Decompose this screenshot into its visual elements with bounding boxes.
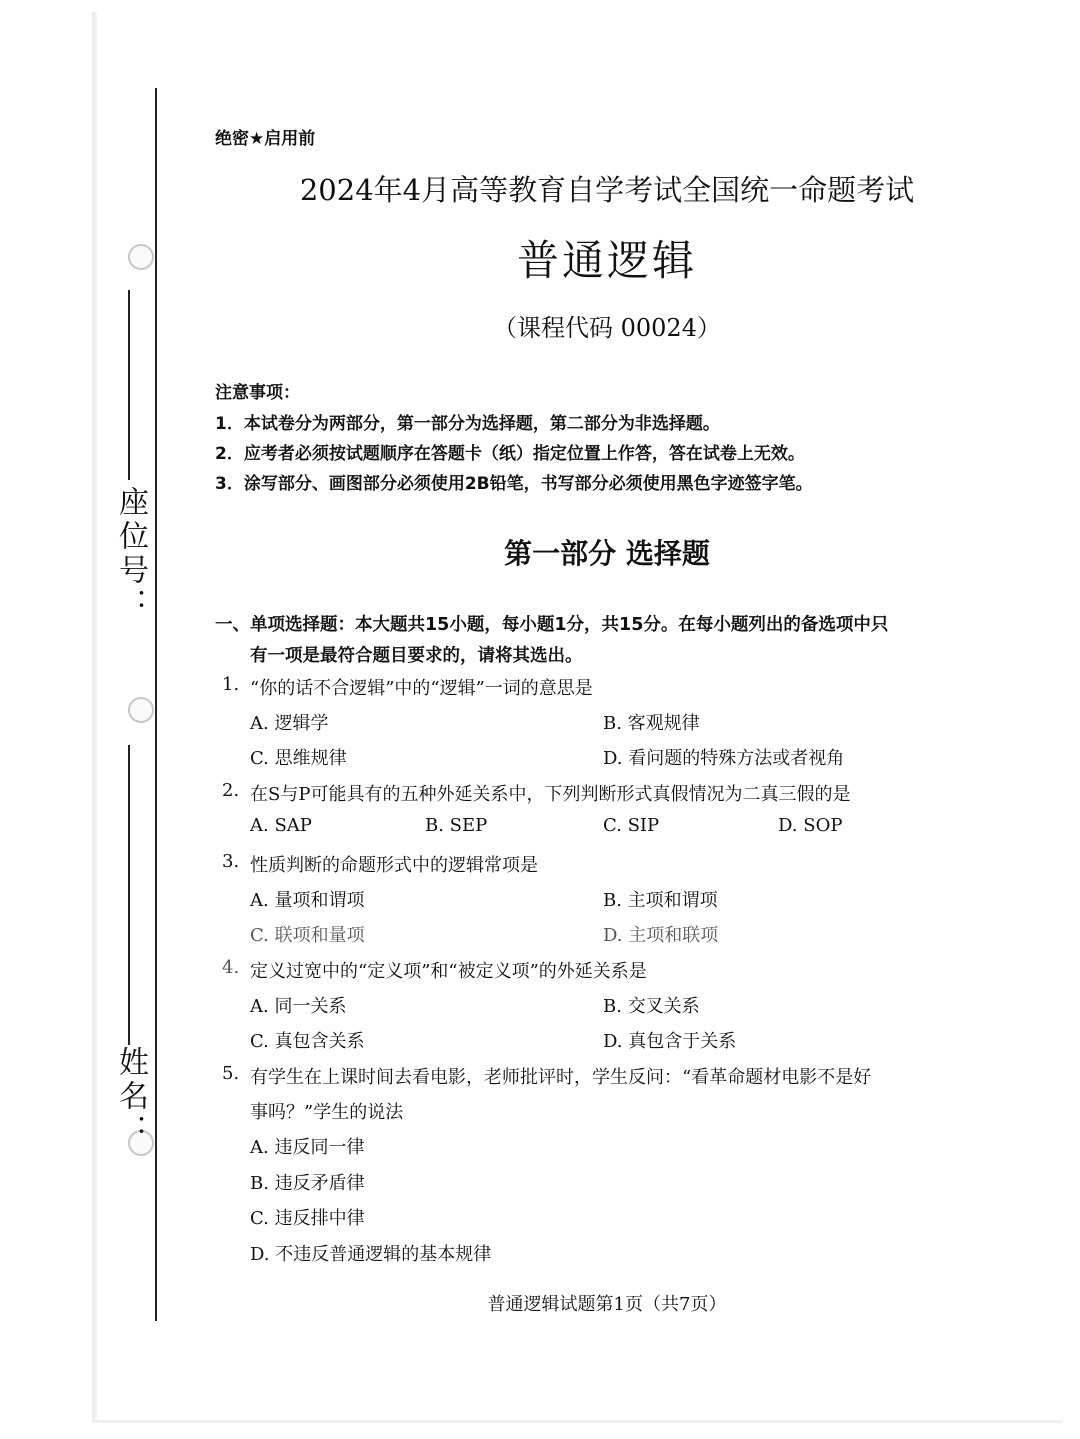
subject-title: 普通逻辑 xyxy=(516,236,697,285)
question-stem: “你的话不合逻辑”中的“逻辑”一词的意思是 xyxy=(250,678,593,699)
punch-hole-icon xyxy=(128,244,154,270)
section-instructions: 一、单项选择题：本大题共15小题，每小题1分，共15分。在每小题列出的备选项中只 xyxy=(215,615,889,635)
option-a: A. 逻辑学 xyxy=(250,713,329,734)
question-number: 5. xyxy=(222,1063,240,1084)
option-a: A. 量项和谓项 xyxy=(250,890,365,911)
seat-number-blank[interactable] xyxy=(128,290,130,480)
punch-hole-icon xyxy=(128,697,154,723)
name-blank[interactable] xyxy=(128,745,130,1045)
option-d: D. 不违反普通逻辑的基本规律 xyxy=(250,1244,492,1265)
page-footer: 普通逻辑试题第1页（共7页） xyxy=(487,1294,727,1315)
confidentiality-mark: 绝密★启用前 xyxy=(215,129,316,149)
question-number: 1. xyxy=(222,674,240,695)
seat-number-label: 座位号： xyxy=(113,486,148,622)
option-b: B. 主项和谓项 xyxy=(603,890,718,911)
question-stem: 在S与P可能具有的五种外延关系中，下列判断形式真假情况为二真三假的是 xyxy=(250,784,851,805)
question-stem-cont: 事吗？”学生的说法 xyxy=(250,1102,404,1123)
option-c: C. 真包含关系 xyxy=(250,1031,365,1052)
option-a: A. SAP xyxy=(250,815,312,836)
option-b: B. 交叉关系 xyxy=(603,996,700,1017)
option-b: B. SEP xyxy=(425,815,488,836)
option-d: D. 真包含于关系 xyxy=(603,1031,737,1052)
note-item: 3．涂写部分、画图部分必须使用2B铅笔，书写部分必须使用黑色字迹签字笔。 xyxy=(215,474,813,494)
option-d: D. SOP xyxy=(778,815,843,836)
note-item: 2．应考者必须按试题顺序在答题卡（纸）指定位置上作答，答在试卷上无效。 xyxy=(215,444,805,464)
question-stem: 定义过宽中的“定义项”和“被定义项”的外延关系是 xyxy=(250,961,647,982)
question-number: 2. xyxy=(222,780,240,801)
option-c: C. SIP xyxy=(603,815,660,836)
option-a: A. 违反同一律 xyxy=(250,1137,365,1158)
option-c: C. 违反排中律 xyxy=(250,1208,365,1229)
question-stem: 有学生在上课时间去看电影，老师批评时，学生反问：“看革命题材电影不是好 xyxy=(250,1067,872,1088)
note-item: 1．本试卷分为两部分，第一部分为选择题，第二部分为非选择题。 xyxy=(215,414,720,434)
scan-edge-bottom xyxy=(92,1420,1062,1423)
option-c: C. 思维规律 xyxy=(250,748,347,769)
part-title: 第一部分 选择题 xyxy=(504,537,710,570)
course-code: （课程代码 00024） xyxy=(493,314,721,342)
section-instructions-cont: 有一项是最符合题目要求的，请将其选出。 xyxy=(250,646,583,666)
option-d: D. 主项和联项 xyxy=(603,925,719,946)
option-c: C. 联项和量项 xyxy=(250,925,365,946)
notes-heading: 注意事项： xyxy=(215,383,300,403)
question-number: 4. xyxy=(222,957,240,978)
question-number: 3. xyxy=(222,851,240,872)
scan-edge xyxy=(92,12,97,1422)
option-d: D. 看问题的特殊方法或者视角 xyxy=(603,748,845,769)
option-b: B. 违反矛盾律 xyxy=(250,1173,365,1194)
question-stem: 性质判断的命题形式中的逻辑常项是 xyxy=(250,855,538,876)
exam-title: 2024年4月高等教育自学考试全国统一命题考试 xyxy=(299,173,915,207)
option-a: A. 同一关系 xyxy=(250,996,347,1017)
option-b: B. 客观规律 xyxy=(603,713,700,734)
name-label: 姓名： xyxy=(113,1046,148,1148)
